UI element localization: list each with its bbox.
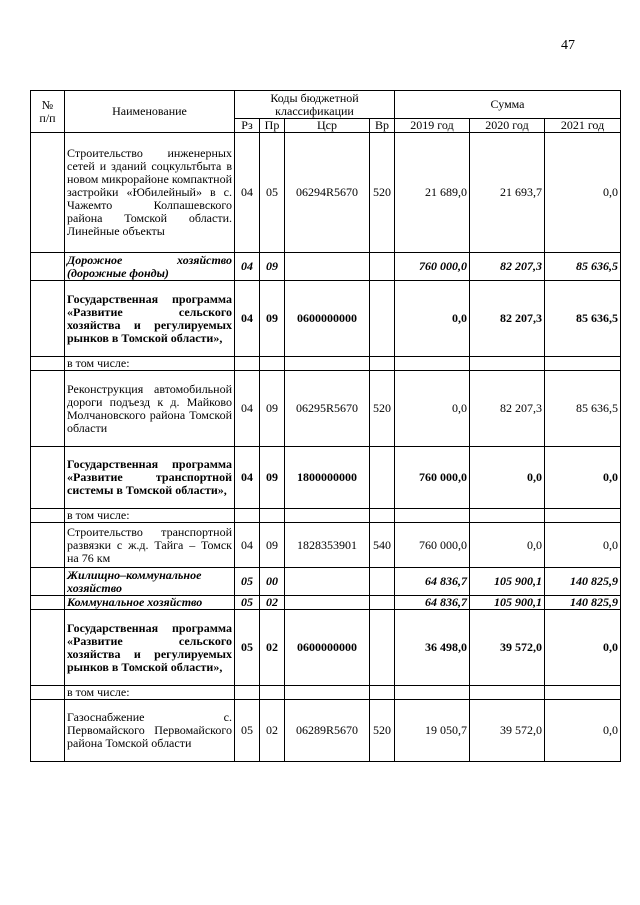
table-row (31, 357, 621, 371)
row-2021: 0,0 (545, 447, 621, 509)
row-2021: 85 636,5 (545, 253, 621, 281)
row-csr: 06295R5670 (285, 371, 370, 447)
row-name: в том числе: (65, 509, 235, 523)
row-2019: 760 000,0 (395, 253, 470, 281)
header-sum: Сумма (395, 91, 621, 119)
header-codes: Коды бюджетной классификации (235, 91, 395, 119)
row-vr (370, 610, 395, 686)
row-2019: 760 000,0 (395, 447, 470, 509)
row-csr: 1800000000 (285, 447, 370, 509)
row-rz: 04 (235, 133, 260, 253)
row-csr: 06289R5670 (285, 700, 370, 762)
header-pr: Пр (260, 119, 285, 133)
header-2020: 2020 год (470, 119, 545, 133)
row-pr: 09 (260, 447, 285, 509)
row-rz: 04 (235, 523, 260, 568)
table-row (31, 700, 621, 762)
row-pr: 05 (260, 133, 285, 253)
row-vr: 520 (370, 700, 395, 762)
table-row (31, 568, 621, 596)
row-rz: 04 (235, 253, 260, 281)
row-rz: 05 (235, 596, 260, 610)
table-row (31, 447, 621, 509)
row-2020: 39 572,0 (470, 700, 545, 762)
row-2021: 140 825,9 (545, 568, 621, 596)
row-csr: 06294R5670 (285, 133, 370, 253)
row-2019: 64 836,7 (395, 596, 470, 610)
row-pr: 02 (260, 610, 285, 686)
row-name: Коммунальное хозяйство (65, 596, 235, 610)
row-vr (370, 596, 395, 610)
row-pr: 09 (260, 253, 285, 281)
row-name: Реконструкция автомобильной дороги подъезд к д. Майково Молчановского района Томской области (65, 371, 235, 447)
header-csr: Цср (285, 119, 370, 133)
row-pr: 09 (260, 281, 285, 357)
row-vr: 520 (370, 133, 395, 253)
header-2021: 2021 год (545, 119, 621, 133)
row-csr (285, 596, 370, 610)
row-2020: 21 693,7 (470, 133, 545, 253)
row-rz: 05 (235, 700, 260, 762)
row-2020: 0,0 (470, 523, 545, 568)
row-2020: 82 207,3 (470, 281, 545, 357)
table-row (31, 596, 621, 610)
row-2019: 0,0 (395, 281, 470, 357)
row-2020: 82 207,3 (470, 253, 545, 281)
row-pr: 09 (260, 523, 285, 568)
row-rz: 05 (235, 568, 260, 596)
row-2019: 0,0 (395, 371, 470, 447)
row-name: в том числе: (65, 357, 235, 371)
row-rz: 04 (235, 281, 260, 357)
row-vr (370, 281, 395, 357)
table-row (31, 253, 621, 281)
header-num: № п/п (31, 91, 65, 133)
page-number: 47 (561, 38, 575, 53)
row-2019: 760 000,0 (395, 523, 470, 568)
row-name: Строительство транспортной развязки с ж.д. Тайга – Томск на 76 км (65, 523, 235, 568)
header-vr: Вр (370, 119, 395, 133)
table-row (31, 509, 621, 523)
row-csr (285, 253, 370, 281)
row-csr: 1828353901 (285, 523, 370, 568)
row-name: в том числе: (65, 686, 235, 700)
row-name: Государственная программа «Развитие транспортной системы в Томской области», (65, 447, 235, 509)
table-row (31, 281, 621, 357)
header-row (31, 91, 621, 119)
row-2020: 39 572,0 (470, 610, 545, 686)
row-vr (370, 568, 395, 596)
table-row (31, 523, 621, 568)
row-2021: 0,0 (545, 700, 621, 762)
row-2020: 0,0 (470, 447, 545, 509)
row-2021: 85 636,5 (545, 281, 621, 357)
row-pr: 02 (260, 700, 285, 762)
row-rz: 04 (235, 371, 260, 447)
row-name: Жилищно–коммунальное хозяйство (65, 568, 235, 596)
row-csr (285, 568, 370, 596)
row-2020: 105 900,1 (470, 568, 545, 596)
row-vr (370, 447, 395, 509)
row-csr: 0600000000 (285, 610, 370, 686)
row-vr (370, 253, 395, 281)
row-name: Государственная программа «Развитие сельского хозяйства и регулируемых рынков в Томской области», (65, 281, 235, 357)
row-2019: 36 498,0 (395, 610, 470, 686)
row-2021: 0,0 (545, 523, 621, 568)
table-row (31, 610, 621, 686)
row-2020: 105 900,1 (470, 596, 545, 610)
row-pr: 00 (260, 568, 285, 596)
row-rz: 04 (235, 447, 260, 509)
budget-table (30, 90, 621, 762)
header-name: Наименование (65, 91, 235, 133)
row-rz: 05 (235, 610, 260, 686)
row-2020: 82 207,3 (470, 371, 545, 447)
row-2021: 140 825,9 (545, 596, 621, 610)
row-vr: 520 (370, 371, 395, 447)
row-2021: 0,0 (545, 133, 621, 253)
header-rz: Рз (235, 119, 260, 133)
row-vr: 540 (370, 523, 395, 568)
table-row (31, 371, 621, 447)
row-2019: 21 689,0 (395, 133, 470, 253)
row-pr: 02 (260, 596, 285, 610)
row-name: Газоснабжение с. Первомайского Первомайского района Томской области (65, 700, 235, 762)
row-2019: 64 836,7 (395, 568, 470, 596)
row-name: Государственная программа «Развитие сельского хозяйства и регулируемых рынков в Томской области», (65, 610, 235, 686)
row-name: Строительство инженерных сетей и зданий соцкультбыта в новом микрорайоне компактной застройки «Юбилейный» в с. Чажемто Колпашевского района Томской области. Линейные объекты (65, 133, 235, 253)
row-pr: 09 (260, 371, 285, 447)
row-2019: 19 050,7 (395, 700, 470, 762)
table-row (31, 686, 621, 700)
row-2021: 0,0 (545, 610, 621, 686)
header-2019: 2019 год (395, 119, 470, 133)
row-2021: 85 636,5 (545, 371, 621, 447)
row-name: Дорожное хозяйство (дорожные фонды) (65, 253, 235, 281)
row-csr: 0600000000 (285, 281, 370, 357)
table-row (31, 133, 621, 253)
